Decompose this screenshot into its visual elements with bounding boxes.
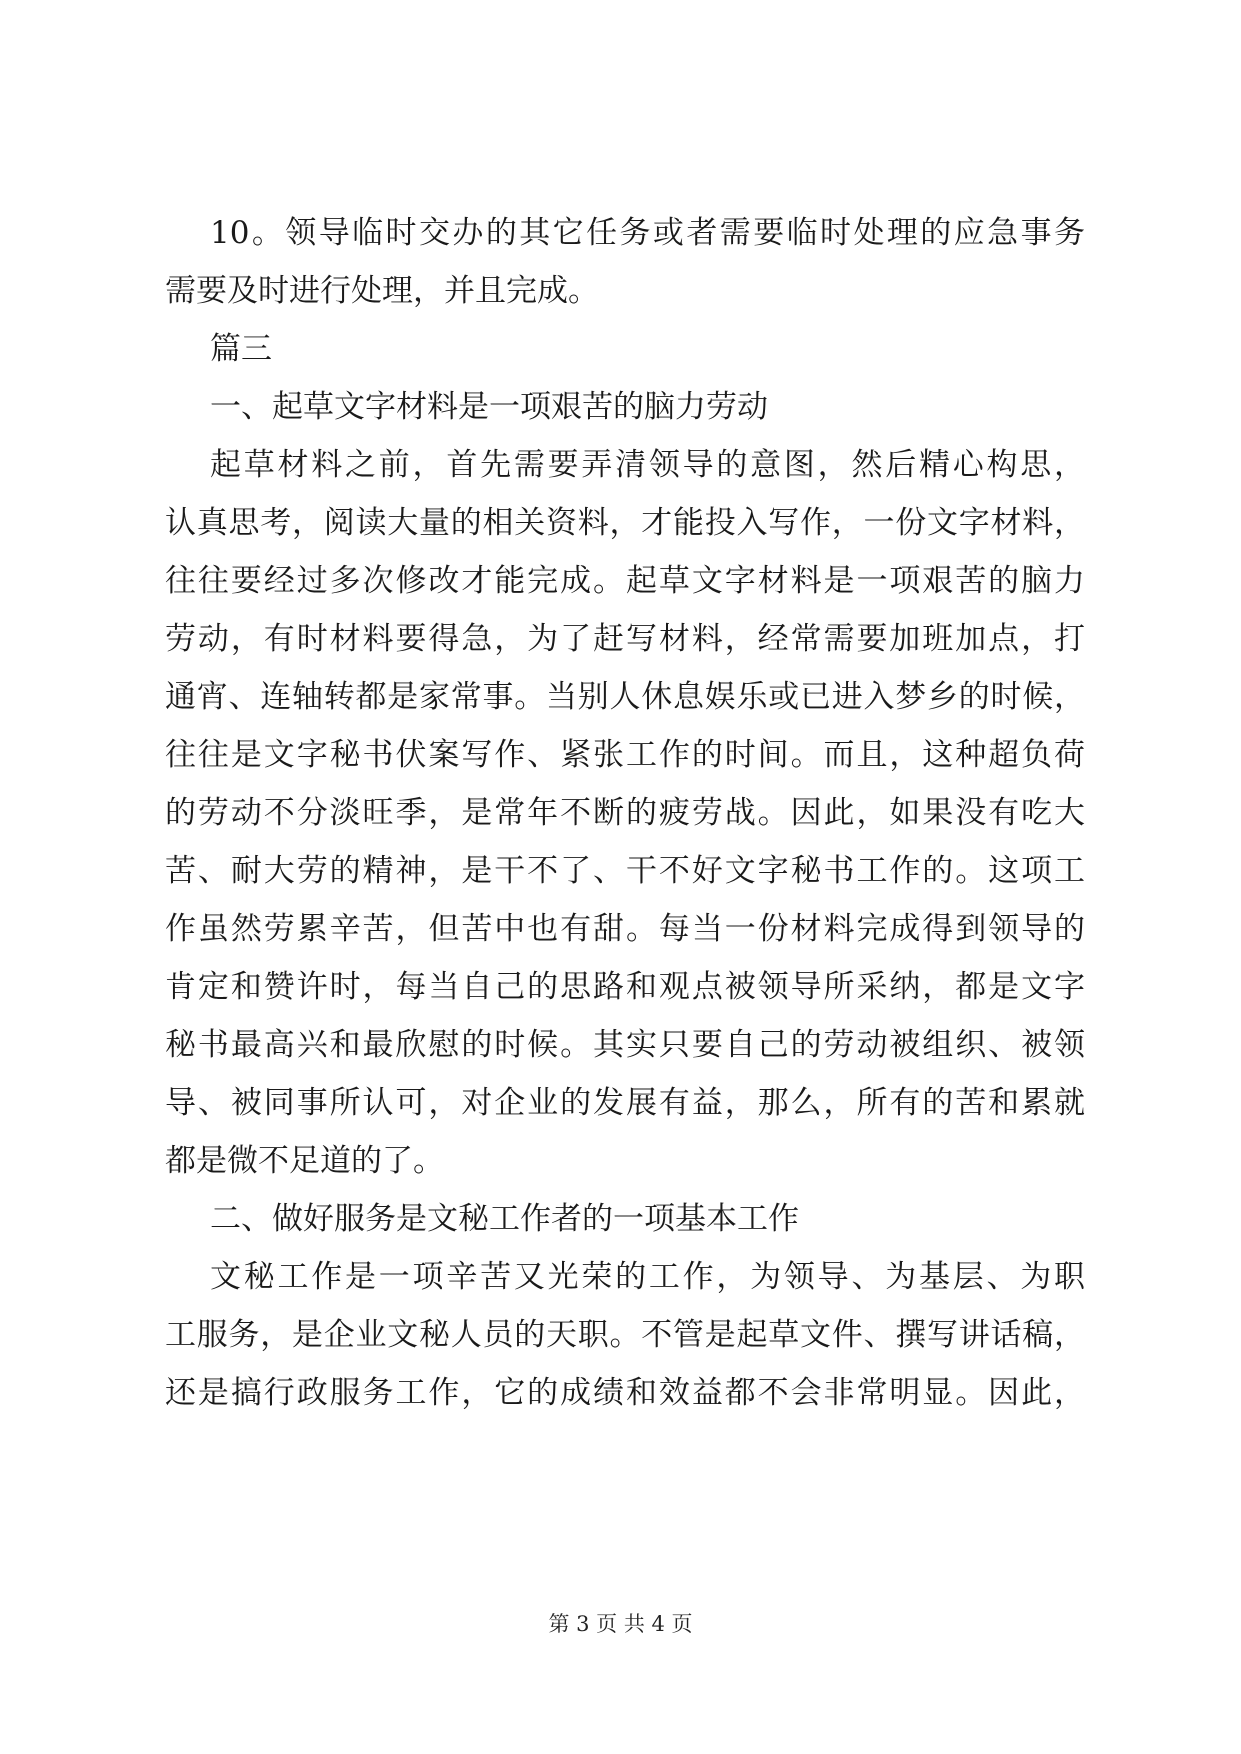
text-line: 起草材料之前，首先需要弄清领导的意图，然后精心构思， xyxy=(210,447,1085,483)
text-line: 都是微不足道的了。 xyxy=(165,1143,444,1179)
heading-text: 一、起草文字材料是一项艰苦的脑力劳动 xyxy=(210,389,768,425)
text-line: 还是搞行政服务工作，它的成绩和效益都不会非常明显。因此， xyxy=(165,1375,1085,1411)
text-line: 劳动，有时材料要得急，为了赶写材料，经常需要加班加点，打 xyxy=(165,621,1085,657)
text-line: 认真思考，阅读大量的相关资料，才能投入写作，一份文字材料， xyxy=(165,505,1085,541)
text-line: 苦、耐大劳的精神，是干不了、干不好文字秘书工作的。这项工 xyxy=(165,853,1085,889)
text-line: 通宵、连轴转都是家常事。当别人休息娱乐或已进入梦乡的时候， xyxy=(165,679,1085,715)
text-line: 的劳动不分淡旺季，是常年不断的疲劳战。因此，如果没有吃大 xyxy=(165,795,1085,831)
heading-text: 二、做好服务是文秘工作者的一项基本工作 xyxy=(210,1201,799,1237)
text-line: 作虽然劳累辛苦，但苦中也有甜。每当一份材料完成得到领导的 xyxy=(165,911,1085,947)
text-line: 肯定和赞许时，每当自己的思路和观点被领导所采纳，都是文字 xyxy=(165,969,1085,1005)
text-line: 往往要经过多次修改才能完成。起草文字材料是一项艰苦的脑力 xyxy=(165,563,1085,599)
text-line: 10。领导临时交办的其它任务或者需要临时处理的应急事务 xyxy=(210,215,1085,251)
heading-text: 篇三 xyxy=(210,331,272,367)
text-line: 需要及时进行处理，并且完成。 xyxy=(165,273,599,309)
text-line: 秘书最高兴和最欣慰的时候。其实只要自己的劳动被组织、被领 xyxy=(165,1027,1085,1063)
page-footer: 第 3 页 共 4 页 xyxy=(548,1612,693,1636)
text-line: 工服务，是企业文秘人员的天职。不管是起草文件、撰写讲话稿， xyxy=(165,1317,1085,1353)
text-line: 往往是文字秘书伏案写作、紧张工作的时间。而且，这种超负荷 xyxy=(165,737,1085,773)
text-line: 文秘工作是一项辛苦又光荣的工作，为领导、为基层、为职 xyxy=(210,1259,1085,1295)
text-line: 导、被同事所认可，对企业的发展有益，那么，所有的苦和累就 xyxy=(165,1085,1085,1121)
